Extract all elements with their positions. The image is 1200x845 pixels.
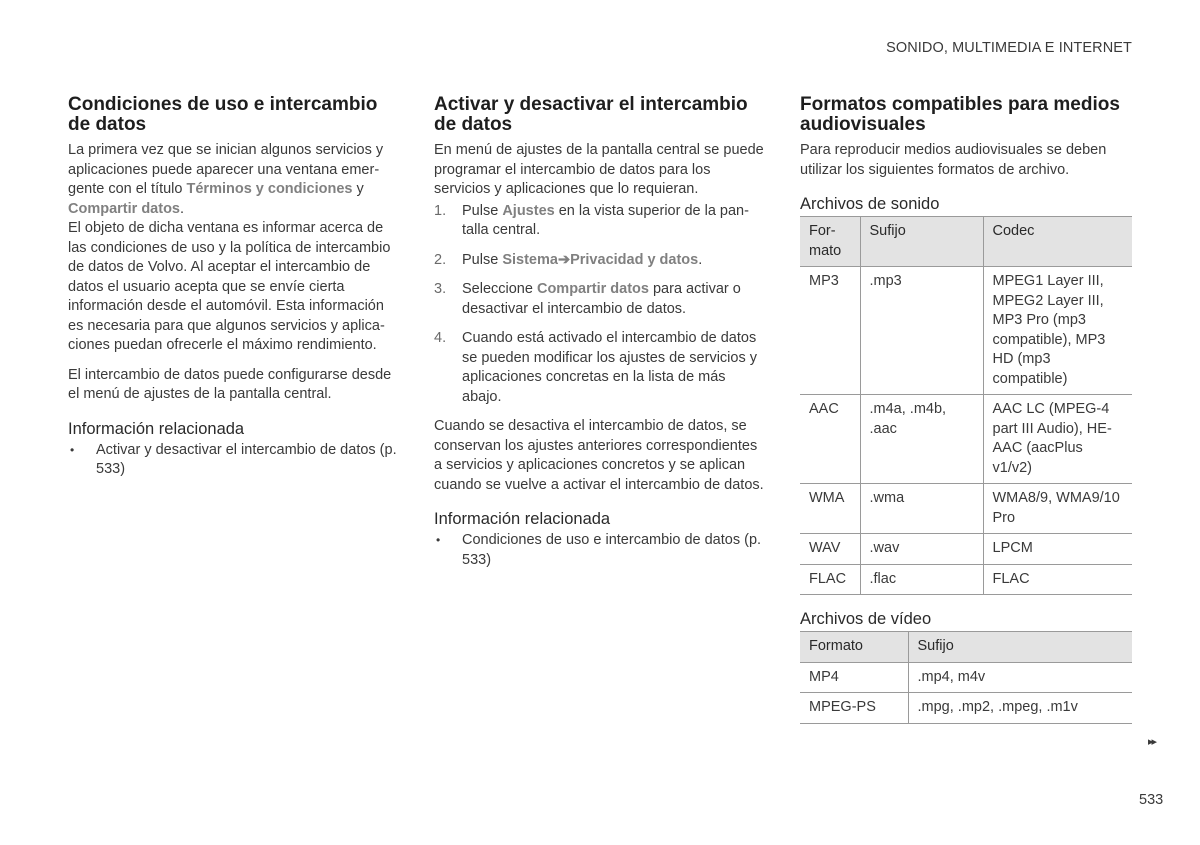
paragraph-intro: [68, 141, 400, 219]
paragraph-outro: Cuando se desactiva el intercambio de datos, se conservan los ajustes anteriores correspondientes a servicios y aplicaciones concretos y se aplican cuando se vuelve a activar el intercambio de datos.: [434, 418, 764, 493]
table-cell: AAC: [800, 395, 860, 484]
table-cell: MPEG1 Layer III, MPEG2 Layer III, MP3 Pro (mp3 compatible), MP3 HD (mp3 compatible): [983, 267, 1132, 395]
step-item: [434, 329, 766, 407]
table-row: [800, 693, 1132, 724]
table-cell: MP4: [800, 662, 908, 693]
table-cell: MPEG-PS: [800, 693, 908, 724]
video-formats-table: [800, 631, 1132, 724]
table-cell: AAC LC (MPEG-4 part III Audio), HE-AAC (aacPlus v1/v2): [983, 395, 1132, 484]
table-cell: WMA: [800, 484, 860, 534]
step-number: 4.: [434, 330, 447, 346]
related-link-text[interactable]: Activar y desactivar el intercambio de datos (p. 533): [96, 441, 397, 477]
related-link[interactable]: [68, 441, 400, 480]
table-row: [800, 267, 1132, 395]
related-link[interactable]: [434, 531, 766, 570]
term-system: Sistema: [502, 251, 558, 268]
column-terms-of-use: [68, 95, 400, 480]
table-cell: .wav: [860, 534, 983, 565]
column-enable-data-sharing: [434, 95, 766, 570]
continue-arrow-icon: ▸▸: [1148, 736, 1156, 748]
paragraph-intro: Para reproducir medios audiovisuales se deben utilizar los siguientes formatos de archivo.: [800, 142, 1107, 178]
section-title: Condiciones de uso e intercambio de datos: [68, 94, 378, 135]
video-files-heading: Archivos de vídeo: [800, 610, 932, 628]
table-cell: FLAC: [800, 564, 860, 595]
table-cell: FLAC: [983, 564, 1132, 595]
step-item: [434, 251, 766, 271]
text-run: .: [698, 251, 703, 268]
table-row: [800, 484, 1132, 534]
section-header: SONIDO, MULTIMEDIA E INTERNET: [886, 40, 1132, 56]
table-cell: LPCM: [983, 534, 1132, 565]
step-item: [434, 202, 766, 241]
paragraph-intro: En menú de ajustes de la pantalla central se puede programar el intercambio de datos para los servicios y aplicaciones que lo requieran.: [434, 142, 764, 197]
term-settings: Ajustes: [502, 202, 555, 219]
table-cell: MP3: [800, 267, 860, 395]
table-cell: WMA8/9, WMA9/10 Pro: [983, 484, 1132, 534]
table-row: [800, 534, 1132, 565]
step-item: [434, 280, 766, 319]
table-cell: .mp3: [860, 267, 983, 395]
table-header-row: [800, 217, 1132, 267]
term-privacy-data: Privacidad y datos: [570, 251, 699, 268]
related-info-list: [68, 441, 400, 480]
table-cell: .m4a, .m4b, .aac: [860, 395, 983, 484]
text-run: Cuando está activado el intercambio de datos se pueden modificar los ajustes de servicios y aplicaciones concretas en la lista de más abajo.: [462, 330, 757, 405]
related-info-heading: Información relacionada: [68, 419, 245, 438]
text-run: La primera vez que se inician algunos servicios y aplicaciones puede aparecer una ventana emergente con el título: [68, 142, 384, 197]
column-header: Sufijo: [860, 217, 983, 267]
text-run: .: [180, 200, 185, 217]
column-header: Sufijo: [908, 632, 1132, 663]
steps-list: [434, 202, 766, 408]
text-run: Pulse: [462, 251, 503, 268]
term-terms-and-conditions: Términos y condiciones: [186, 181, 353, 197]
term-share-data: Compartir datos: [536, 281, 649, 297]
audio-files-heading: Archivos de sonido: [800, 195, 940, 213]
column-header: Formato: [800, 217, 860, 267]
column-media-formats: [800, 95, 1132, 724]
paragraph-purpose: El objeto de dicha ventana es informar acerca de las condiciones de uso y la política de intercambio de datos de Volvo. Al aceptar el intercambio de datos el usuario acepta que se envíe cierta información desde el automóvil. Esta información es necesaria para que algunos servicios y aplicaciones puedan ofrecerle el máximo rendimiento.: [68, 220, 391, 353]
text-run: en la vista superior de la pantalla central.: [462, 202, 749, 238]
table-header-row: [800, 632, 1132, 663]
table-cell: .wma: [860, 484, 983, 534]
table-cell: .mpg, .mp2, .mpeg, .m1v: [908, 693, 1132, 724]
section-title: Formatos compatibles para medios audiovisuales: [800, 94, 1120, 135]
text-run: Seleccione: [462, 281, 537, 297]
table-row: [800, 395, 1132, 484]
page-number: 533: [1139, 792, 1164, 808]
table-cell: WAV: [800, 534, 860, 565]
related-link-text[interactable]: Condiciones de uso e intercambio de datos (p. 533): [462, 532, 762, 568]
step-number: 3.: [434, 281, 447, 297]
audio-formats-table: [800, 216, 1132, 595]
text-run: Pulse: [462, 202, 503, 219]
column-header: Codec: [983, 217, 1132, 267]
text-run: para activar o desactivar el intercambio de datos.: [462, 281, 741, 317]
table-cell: .mp4, m4v: [908, 662, 1132, 693]
section-title: Activar y desactivar el intercambio de datos: [434, 94, 748, 135]
step-number: 2.: [434, 251, 447, 268]
related-info-heading: Información relacionada: [434, 510, 611, 528]
related-info-list: [434, 531, 766, 570]
bullet-icon: •: [436, 533, 441, 547]
table-cell: .flac: [860, 564, 983, 595]
arrow-right-icon: ➔: [557, 251, 571, 268]
table-row: [800, 662, 1132, 693]
table-row: [800, 564, 1132, 595]
column-header: Formato: [800, 632, 908, 663]
step-number: 1.: [434, 202, 447, 219]
text-run: y: [352, 181, 364, 197]
bullet-icon: •: [70, 442, 75, 457]
paragraph-config: El intercambio de datos puede configurarse desde el menú de ajustes de la pantalla central.: [68, 366, 392, 402]
term-share-data: Compartir datos: [68, 200, 180, 217]
